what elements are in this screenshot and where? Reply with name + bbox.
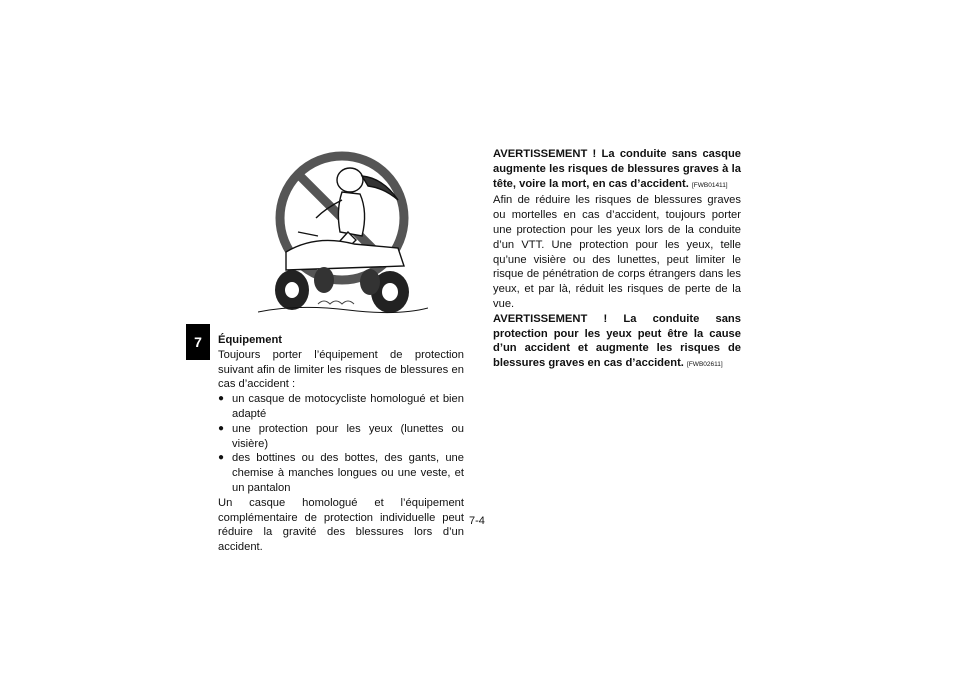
- eye-protection-paragraph: Afin de réduire les risques de blessures graves ou mortelles en cas d’accident, toujours porter une protection pour les yeux lors de la conduite d’un VTT. Une protection pour les yeux, telle qu’une visière ou des lunettes, peut limiter le risque de pénétration de corps étrangers dans les yeux, et par là, réduit les risques de perte de la vue.: [493, 194, 741, 310]
- dust-lines: [318, 301, 354, 304]
- intro-paragraph: Toujours porter l’équipement de protection suivant afin de limiter les risques de blessures en cas d’accident :: [218, 348, 464, 391]
- chapter-tab: 7: [186, 324, 210, 360]
- right-column: [493, 147, 741, 373]
- no-helmet-atv-illustration: [258, 140, 428, 325]
- equipment-list: [218, 392, 464, 496]
- list-item: ● des bottines ou des bottes, des gants, une chemise à manches longues ou une veste, et un pantalon: [218, 452, 464, 494]
- bullet-icon: ●: [218, 452, 225, 464]
- warning-eye-protection: AVERTISSEMENT ! La conduite sans protection pour les yeux peut être la cause d’un accident et augmente les risques de blessures graves en cas d’accident. [FWB02611]: [493, 312, 741, 370]
- section-heading: Équipement: [218, 334, 283, 346]
- closing-paragraph: Un casque homologué et l’équipement complémentaire de protection individuelle peut réduire la gravité des blessures lors d’un accident.: [218, 496, 464, 554]
- bullet-icon: ●: [218, 393, 225, 405]
- warning-code: [FWB02611]: [687, 361, 723, 369]
- list-item: ● un casque de motocycliste homologué et bien adapté: [218, 393, 464, 420]
- bullet-icon: ●: [218, 422, 225, 434]
- list-item: ● une protection pour les yeux (lunettes ou visière): [218, 422, 464, 450]
- atv-wheels: [275, 267, 409, 313]
- ground-line: [258, 307, 428, 312]
- page-number: 7-4: [469, 515, 485, 527]
- warning-helmet: AVERTISSEMENT ! La conduite sans casque augmente les risques de blessures graves à la tête, voire la mort, en cas d’accident. [FWB01411]: [493, 148, 741, 190]
- left-column: [218, 333, 464, 555]
- warning-code: [FWB01411]: [691, 181, 728, 189]
